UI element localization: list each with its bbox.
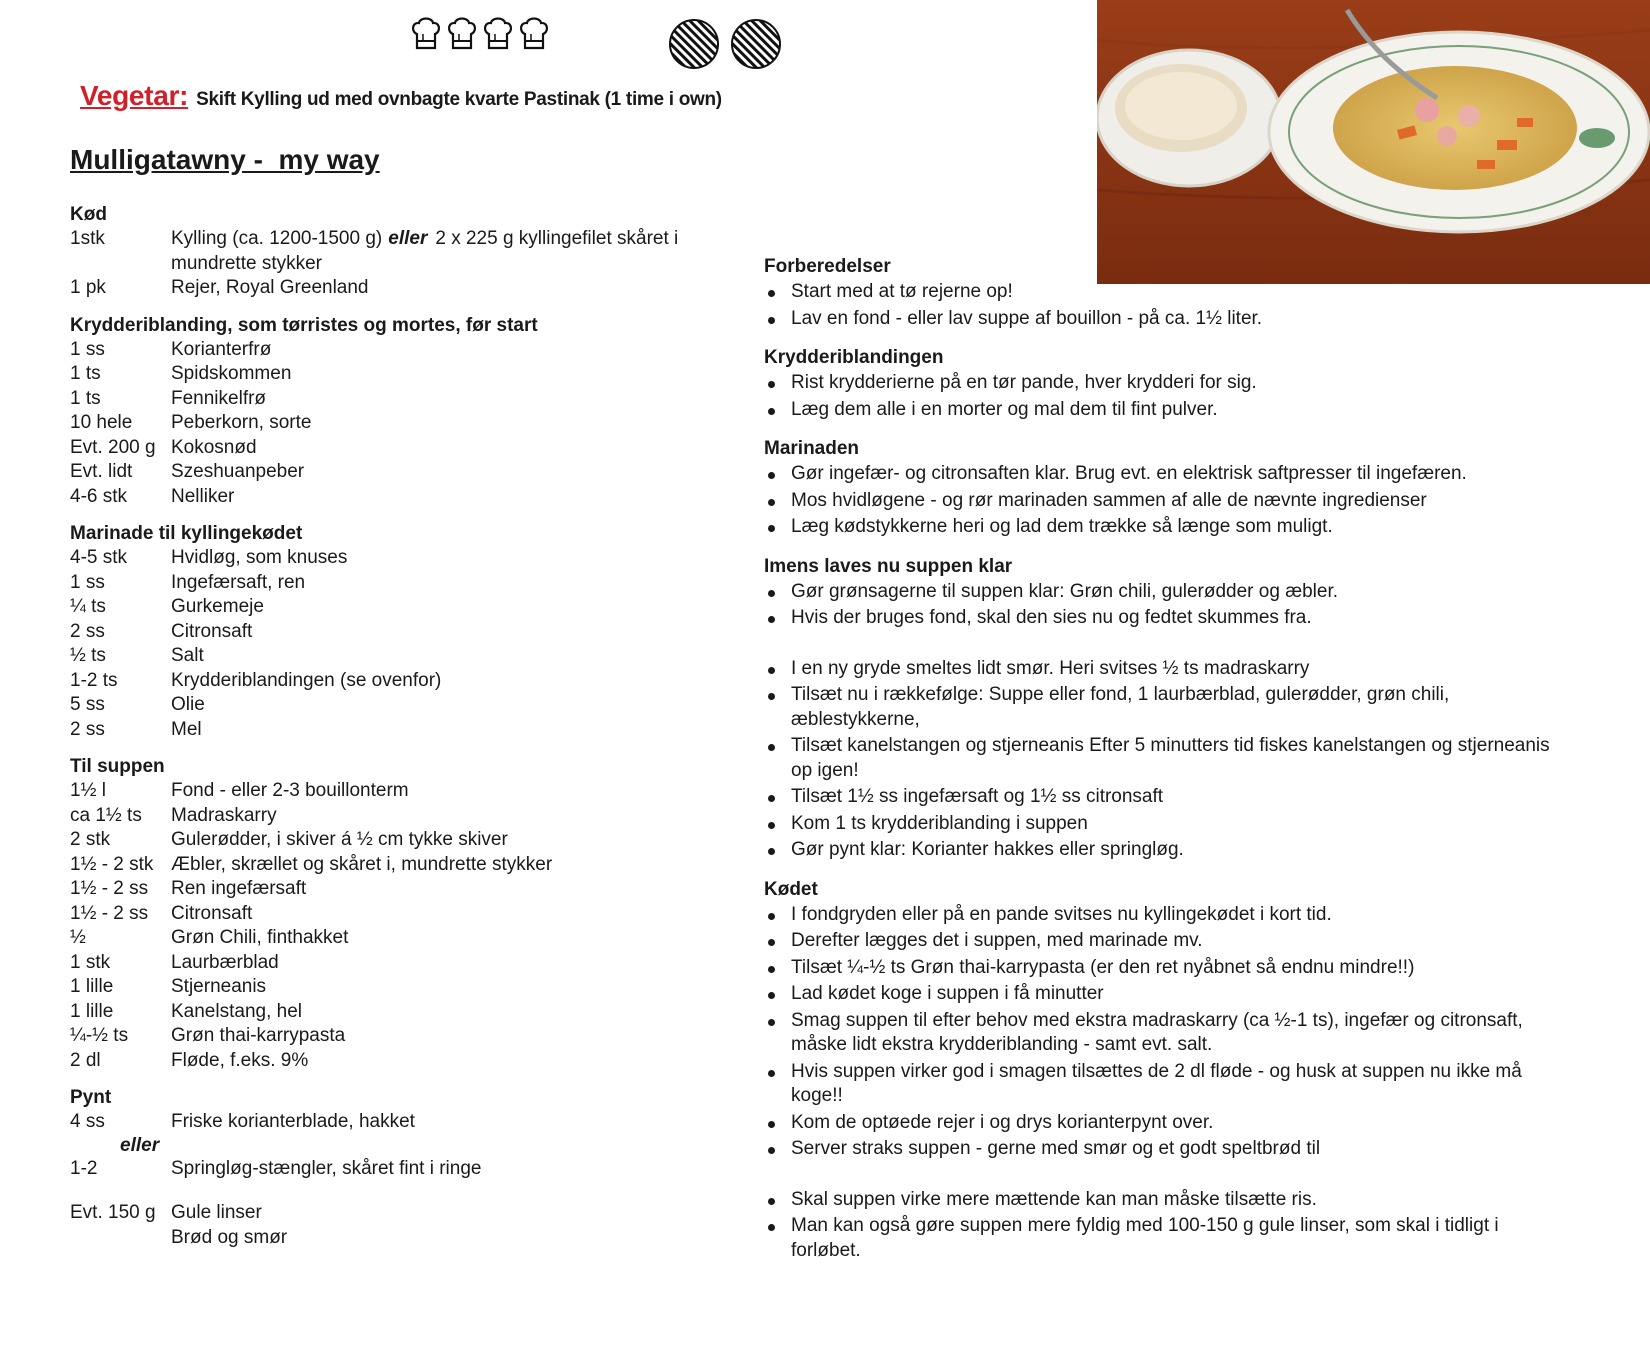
ingredient-qty: Evt. 150 g [70, 1202, 156, 1223]
step-item: Kom de optøede rejer i og drys korianterpynt over. [764, 1111, 1554, 1136]
ingredient-row [70, 926, 710, 951]
ingredient-row [70, 546, 710, 571]
ingredient-row [70, 669, 710, 694]
ingredient-qty: 1-2 [70, 1157, 98, 1179]
step-item: Man kan også gøre suppen mere fyldig med 100-150 g gule linser, som skal i tidligt i forløbet. [764, 1214, 1554, 1263]
ingredient-row [70, 571, 710, 596]
ingredient-row [70, 620, 710, 645]
step-item: Gør ingefær- og citronsaften klar. Brug evt. en elektrisk saftpresser til ingefæren. [764, 462, 1554, 487]
ingredient-qty: 1 stk [70, 951, 111, 973]
ingredient-qty: 1½ - 2 ss [70, 902, 149, 924]
ingredient-qty: 2 ss [70, 718, 105, 740]
step-list [764, 1188, 1554, 1264]
ingredient-desc: Madraskarry [171, 804, 277, 826]
step-list [764, 580, 1554, 631]
step-item: Gør grønsagerne til suppen klar: Grøn chili, gulerødder og æbler. [764, 580, 1554, 605]
ingredient-desc: Stjerneanis [171, 976, 267, 997]
ingredient-row [70, 779, 710, 804]
ingredient-qty: 2 stk [70, 829, 111, 850]
ingredient-row [70, 362, 710, 387]
ingredient-qty [70, 1226, 171, 1251]
step-item: Server straks suppen - gerne med smør og et godt speltbrød til [764, 1137, 1554, 1162]
or-word: eller [120, 1134, 160, 1156]
ingredient-qty: ¼ ts [70, 596, 106, 617]
section-heading: Krydderiblandingen [764, 347, 944, 368]
ingredient-desc: Æbler, skrællet og skåret i, mundrette stykker [171, 853, 553, 875]
chef-hat-icon [518, 14, 550, 52]
soup-bowl-photo [1097, 0, 1650, 284]
ingredient-desc: Nelliker [171, 485, 235, 507]
vegetar-text: Skift Kylling ud med ovnbagte kvarte Pastinak (1 time i own) [196, 89, 722, 110]
step-item: Rist krydderierne på en tør pande, hver krydderi for sig. [764, 371, 1554, 396]
ingredient-qty: ½ ts [70, 645, 106, 666]
ingredient-desc: Grøn thai-karrypasta [171, 1025, 346, 1046]
ingredient-row [70, 1157, 710, 1182]
ingredient-row [70, 1110, 710, 1135]
page-title: Mulligatawny - my way [70, 144, 380, 175]
ingredient-desc: Friske korianterblade, hakket [171, 1111, 415, 1132]
ingredient-desc: Gurkemeje [171, 596, 264, 617]
ingredient-row [70, 411, 710, 436]
ingredient-desc: Hvidløg, som knuses [171, 547, 348, 568]
ingredient-desc: Laurbærblad [171, 951, 279, 973]
step-item: Smag suppen til efter behov med ekstra madraskarry (ca ½-1 ts), ingefær og citronsaft, måske lidt ekstra krydderiblanding - samt evt. salt. [764, 1009, 1554, 1058]
ingredient-desc: Gulerødder, i skiver á ½ cm tykke skiver [171, 829, 508, 850]
ingredient-desc: Spidskommen [171, 363, 292, 384]
ingredient-qty: 5 ss [70, 694, 105, 715]
ingredient-row [70, 436, 710, 461]
steps-column [764, 256, 1554, 1265]
vegetar-label: Vegetar: [80, 80, 189, 111]
ingredient-qty: Evt. lidt [70, 461, 133, 482]
step-item: Start med at tø rejerne op! [764, 280, 1554, 305]
ingredient-qty: 1-2 ts [70, 669, 118, 691]
step-item: Tilsæt 1½ ss ingefærsaft og 1½ ss citronsaft [764, 785, 1554, 810]
ingredient-row [70, 227, 710, 276]
ingredient-list [70, 779, 710, 1073]
section-heading: Marinade til kyllingekødet [70, 523, 303, 544]
ingredient-row [70, 951, 710, 976]
step-item: Derefter lægges det i suppen, med marinade mv. [764, 929, 1554, 954]
ingredient-desc: Ren ingefærsaft [171, 878, 307, 899]
ingredient-row [70, 338, 710, 363]
ingredient-row [70, 877, 710, 902]
ingredient-list [70, 546, 710, 742]
ingredient-desc: Olie [171, 694, 205, 715]
ingredient-qty: 1 lille [70, 976, 114, 997]
section-heading: Marinaden [764, 438, 860, 459]
ingredient-desc: Salt [171, 645, 204, 666]
step-list [764, 903, 1554, 1162]
ingredient-row [70, 853, 710, 878]
ingredient-desc: Rejer, Royal Greenland [171, 277, 369, 298]
ingredient-desc: Fond - eller 2-3 bouillonterm [171, 780, 409, 801]
step-list [764, 280, 1554, 331]
step-item: I en ny gryde smeltes lidt smør. Heri svitses ½ ts madraskarry [764, 657, 1554, 682]
section-heading: Til suppen [70, 756, 165, 777]
ingredient-qty: 2 dl [70, 1049, 101, 1071]
ingredient-desc-part: Kylling (ca. 1200-1500 g) [171, 228, 383, 249]
chef-hat-icon [446, 14, 478, 52]
ingredient-qty: 4 ss [70, 1111, 105, 1132]
section-heading: Kødet [764, 878, 818, 900]
ingredient-desc: Korianterfrø [171, 338, 272, 360]
ingredient-qty: 1 ss [70, 571, 105, 593]
ingredient-row [70, 460, 710, 485]
step-list [764, 657, 1554, 863]
ingredient-qty: ½ [70, 927, 86, 948]
ingredient-row [70, 595, 710, 620]
section-heading: Forberedelser [764, 256, 891, 277]
ingredient-qty: 1 ts [70, 363, 101, 384]
step-item: Tilsæt nu i rækkefølge: Suppe eller fond, 1 laurbærblad, gulerødder, grøn chili, æblestykkerne, [764, 683, 1554, 732]
ingredient-desc: Kokosnød [171, 436, 257, 458]
step-item: Gør pynt klar: Korianter hakkes eller springløg. [764, 838, 1554, 863]
ingredient-row [70, 828, 710, 853]
ingredient-row [70, 485, 710, 510]
ingredient-qty: 1 ts [70, 387, 101, 409]
ingredient-desc: Peberkorn, sorte [171, 412, 312, 433]
ingredient-row [70, 693, 710, 718]
ingredient-row [70, 902, 710, 927]
step-item: Læg dem alle i en morter og mal dem til fint pulver. [764, 398, 1554, 423]
hatched-circle-icon [730, 18, 782, 70]
ingredient-qty: 2 ss [70, 620, 105, 642]
ingredient-qty: 10 hele [70, 412, 133, 433]
ingredient-row [70, 387, 710, 412]
ingredient-desc: Mel [171, 718, 202, 740]
section-heading: Krydderiblanding, som tørristes og mortes, før start [70, 314, 538, 336]
ingredients-column [70, 204, 710, 1250]
spice-rating [668, 18, 782, 70]
step-item: Kom 1 ts krydderiblanding i suppen [764, 812, 1554, 837]
ingredient-qty: Evt. 200 g [70, 436, 156, 458]
chef-hat-icon [410, 14, 442, 52]
step-list [764, 371, 1554, 422]
ingredient-desc: Brød og smør [171, 1226, 288, 1248]
step-item: Lav en fond - eller lav suppe af bouillon - på ca. 1½ liter. [764, 307, 1554, 332]
hatched-circle-icon [668, 18, 720, 70]
ingredient-desc: Citronsaft [171, 620, 253, 642]
ingredient-row [70, 804, 710, 829]
ingredient-qty: 1½ l [70, 780, 106, 801]
ingredient-desc: Krydderiblandingen (se ovenfor) [171, 669, 442, 691]
step-list [764, 462, 1554, 540]
chef-hat-icon [482, 14, 514, 52]
ingredient-qty: 1½ - 2 stk [70, 853, 154, 875]
ingredient-qty: 1 pk [70, 277, 106, 298]
ingredient-qty: 1 lille [70, 1000, 114, 1022]
ingredient-qty: 4-6 stk [70, 485, 128, 507]
ingredient-row [70, 975, 710, 1000]
ingredient-list [70, 338, 710, 510]
step-item: Læg kødstykkerne heri og lad dem trække så længe som muligt. [764, 515, 1554, 540]
step-item: Mos hvidløgene - og rør marinaden sammen af alle de nævnte ingredienser [764, 489, 1554, 514]
ingredient-desc: Citronsaft [171, 902, 253, 924]
ingredient-row [70, 276, 710, 301]
ingredient-qty: 1½ - 2 ss [70, 878, 149, 899]
ingredient-desc: Kanelstang, hel [171, 1000, 302, 1022]
difficulty-rating [410, 14, 550, 52]
step-item: Tilsæt ¼-½ ts Grøn thai-karrypasta (er den ret nyåbnet så endnu mindre!!) [764, 956, 1554, 981]
step-item: Skal suppen virke mere mættende kan man måske tilsætte ris. [764, 1188, 1554, 1213]
ingredient-qty: 1stk [70, 228, 105, 249]
vegetarian-note [80, 80, 722, 112]
ingredient-row [70, 1226, 710, 1251]
ingredient-row [70, 1201, 710, 1226]
section-heading: Pynt [70, 1087, 112, 1108]
ingredient-desc: Gule linser [171, 1202, 262, 1223]
step-item: Lad kødet koge i suppen i få minutter [764, 982, 1554, 1007]
step-item: I fondgryden eller på en pande svitses nu kyllingekødet i kort tid. [764, 903, 1554, 928]
ingredient-desc: Ingefærsaft, ren [171, 571, 306, 593]
ingredient-qty: ca 1½ ts [70, 804, 142, 826]
ingredient-row [70, 1049, 710, 1074]
ingredient-qty: 4-5 stk [70, 547, 128, 568]
ingredient-list [70, 1201, 710, 1250]
ingredient-row [70, 1000, 710, 1025]
ingredient-qty: 1 ss [70, 338, 105, 360]
ingredient-desc: Fennikelfrø [171, 387, 267, 409]
ingredient-row [70, 718, 710, 743]
ingredient-desc-part: 2 x 225 g kyllingefilet skåret i mundrette stykker [171, 228, 679, 274]
ingredient-desc: Grøn Chili, finthakket [171, 927, 349, 948]
or-word: eller [388, 228, 428, 249]
section-heading: Imens laves nu suppen klar [764, 555, 1013, 577]
ingredient-row [70, 1024, 710, 1049]
ingredient-desc: Springløg-stængler, skåret fint i ringe [171, 1157, 482, 1179]
step-item: Tilsæt kanelstangen og stjerneanis Efter 5 minutters tid fiskes kanelstangen og stjerneanis op igen! [764, 734, 1554, 783]
ingredient-desc: Szeshuanpeber [171, 461, 305, 482]
step-item: Hvis der bruges fond, skal den sies nu og fedtet skummes fra. [764, 606, 1554, 631]
ingredient-row [70, 644, 710, 669]
section-heading: Kød [70, 204, 107, 225]
step-item: Hvis suppen virker god i smagen tilsættes de 2 dl fløde - og husk at suppen nu ikke må koge!! [764, 1060, 1554, 1109]
ingredient-desc [171, 227, 710, 276]
ingredient-qty: ¼-½ ts [70, 1025, 129, 1046]
ingredient-desc: Fløde, f.eks. 9% [171, 1049, 309, 1071]
